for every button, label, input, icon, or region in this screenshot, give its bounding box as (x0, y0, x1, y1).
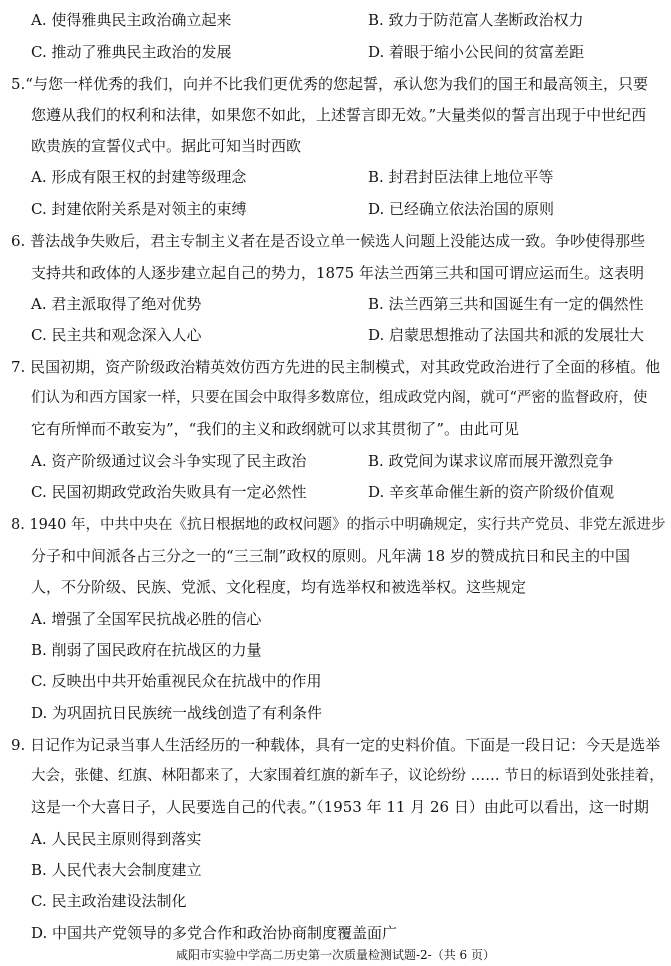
q8-option-d: D. 为巩固抗日民族统一战线创造了有利条件 (31, 704, 323, 722)
question-8-line-1: 8. 1940 年，中共中央在《抗日根据地的政权问题》的指示中明确规定，实行共产党员、非党左派进步 (11, 517, 666, 533)
question-9-line-3: 这是一个大喜日子，人民要选自己的代表。”（1953 年 11 月 26 日）由此可以看出，这一时期 (31, 798, 649, 816)
question-8-line-2: 分子和中间派各占三分之一的“三三制”政权的原则。凡年满 18 岁的赞成抗日和民主的中国 (31, 547, 630, 565)
question-5-line-1: 5.“与您一样优秀的我们，向并不比我们更优秀的您起誓，承认您为我们的国王和最高领主，只要 (11, 75, 648, 93)
q8-option-a: A. 增强了全国军民抗战必胜的信心 (31, 610, 262, 628)
q7-option-c: C. 民国初期政党政治失败具有一定必然性 (31, 483, 307, 501)
q6-option-b: B. 法兰西第三共和国诞生有一定的偶然性 (368, 295, 644, 313)
q5-option-a: A. 形成有限王权的封建等级理念 (31, 168, 247, 186)
option-c: C. 推动了雅典民主政治的发展 (31, 43, 232, 61)
q6-option-a: A. 君主派取得了绝对优势 (31, 295, 202, 313)
question-9-line-2: 大会，张健、红旗、林阳都来了，大家围着红旗的新车子，议论纷纷 …… 节日的标语到处张挂着， (31, 768, 664, 784)
q9-option-d: D. 中国共产党领导的多党合作和政治协商制度覆盖面广 (31, 924, 398, 942)
option-d: D. 着眼于缩小公民间的贫富差距 (368, 43, 585, 61)
q8-option-c: C. 反映出中共开始重视民众在抗战中的作用 (31, 672, 322, 690)
question-6-line-2: 支持共和政体的人逐步建立起自己的势力，1875 年法兰西第三共和国可谓应运而生。这表明 (31, 264, 644, 282)
q6-option-d: D. 启蒙思想推动了法国共和派的发展壮大 (368, 326, 645, 344)
question-7-line-3: 它有所惮而不敢妄为”，“我们的主义和政纲就可以求其贯彻了”。由此可见 (31, 420, 520, 438)
page-footer: 咸阳市实验中学高二历史第一次质量检测试题-2-（共 6 页） (175, 948, 495, 962)
q9-option-c: C. 民主政治建设法制化 (31, 892, 187, 910)
question-5-line-2: 您遵从我们的权利和法律，如果您不如此，上述誓言即无效。”大量类似的誓言出现于中世纪西 (31, 106, 647, 124)
q5-option-b: B. 封君封臣法律上地位平等 (368, 168, 554, 186)
q7-option-d: D. 辛亥革命催生新的资产阶级价值观 (368, 483, 615, 501)
option-b: B. 致力于防范富人垄断政治权力 (368, 11, 584, 29)
question-7-line-2: 们认为和西方国家一样，只要在国会中取得多数席位，组成政党内阁，就可“严密的监督政府，使 (31, 390, 648, 406)
q5-option-c: C. 封建依附关系是对领主的束缚 (31, 200, 247, 218)
question-7-line-1: 7. 民国初期，资产阶级政治精英效仿西方先进的民主制模式，对其政党政治进行了全面的移植。他 (11, 358, 661, 376)
question-6-line-1: 6. 普法战争失败后，君主专制主义者在是否设立单一候选人问题上没能达成一致。争吵使得那些 (11, 232, 646, 250)
q7-option-b: B. 政党间为谋求议席而展开激烈竞争 (368, 452, 614, 470)
q6-option-c: C. 民主共和观念深入人心 (31, 326, 202, 344)
question-9-line-1: 9. 日记作为记录当事人生活经历的一种载体，具有一定的史料价值。下面是一段日记：今天是选举 (11, 736, 661, 754)
q5-option-d: D. 已经确立依法治国的原则 (368, 200, 555, 218)
question-8-line-3: 人，不分阶级、民族、党派、文化程度，均有选举权和被选举权。这些规定 (31, 578, 527, 596)
q9-option-b: B. 人民代表大会制度建立 (31, 861, 202, 879)
q9-option-a: A. 人民民主原则得到落实 (31, 830, 202, 848)
q7-option-a: A. 资产阶级通过议会斗争实现了民主政治 (31, 452, 307, 470)
question-5-line-3: 欧贵族的宣誓仪式中。据此可知当时西欧 (31, 137, 302, 155)
q8-option-b: B. 削弱了国民政府在抗战区的力量 (31, 641, 262, 659)
option-a: A. 使得雅典民主政治确立起来 (31, 11, 232, 29)
